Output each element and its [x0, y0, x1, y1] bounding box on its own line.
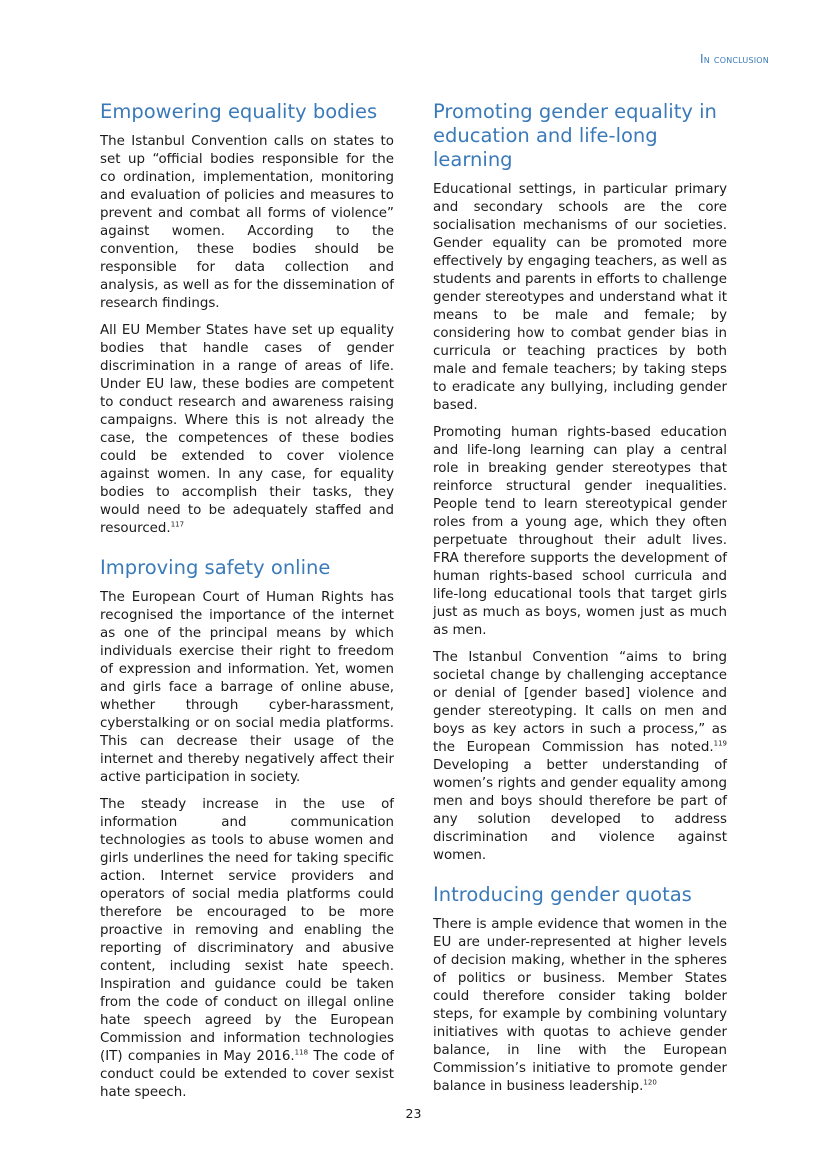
paragraph: Promoting human rights-based education and life-long learning can play a central role in breaking gender stereotypes that reinforce structural gender inequalities. People tend to learn stereotypical gender roles from a young age, which they often perpetuate throughout their adult lives. FRA therefore supports the development of human rights-based school curricula and life-long educational tools that target girls just as much as boys, women just as much as men. [433, 425, 727, 638]
paragraph: The Istanbul Convention “aims to bring societal change by challenging acceptance or denial of [gender based] violence and gender stereotyping. It calls on men and boys as key actors in such a process,” as the European Commission has noted.$^{119}$ Developing a better understanding of women’s rights and gender equality among men and boys should therefore be part of any solution developed to address discrimination and violence against women. [433, 650, 727, 863]
section-introducing-gender-quotas [433, 883, 727, 1096]
paragraph: There is ample evidence that women in the EU are under-represented at higher levels of decision making, whether in the spheres of politics or business. Member States could therefore consider taking bolder steps, for example by combining voluntary initiatives with quotas to achieve gender balance, in line with the European Commission’s initiative to promote gender balance in business leadership.$^{120}$ [433, 917, 727, 1094]
footnote-ref: 118 [294, 1048, 309, 1057]
paragraph: The Istanbul Convention calls on states to set up “official bodies responsible for the co ordination, implementation, monitoring and evaluation of policies and measures to prevent and combat all forms of violence” against women. According to the convention, these bodies should be responsible for data collection and analysis, as well as for the dissemination of research findings. [100, 134, 394, 311]
paragraph: All EU Member States have set up equality bodies that handle cases of gender discrimination in a range of areas of life. Under EU law, these bodies are competent to conduct research and awareness raising campaigns. Where this is not already the case, the competences of these bodies could be extended to cover violence against women. In any case, for equality bodies to accomplish their tasks, they would need to be adequately staffed and resourced.$^{117}$ [100, 323, 394, 536]
section-empowering-equality-bodies [100, 100, 394, 538]
section-heading: Introducing gender quotas [433, 883, 692, 906]
paragraph: Educational settings, in particular primary and secondary schools are the core socialisation mechanisms of our societies. Gender equality can be promoted more effectively by engaging teachers, as well as students and parents in efforts to challenge gender stereotypes and understand what it means to be male and female; by considering how to combat gender bias in curricula or teaching practices by both male and female teachers; by taking steps to eradicate any bullying, including gender based. [433, 182, 727, 413]
right-column [433, 100, 727, 1114]
page-number: 23 [405, 1106, 422, 1121]
section-promoting-gender-equality-education [433, 100, 727, 865]
running-header: In conclusion [699, 52, 769, 66]
footnote-ref: 117 [170, 520, 185, 529]
left-column [100, 100, 394, 1120]
paragraph: The steady increase in the use of information and communication technologies as tools to abuse women and girls underlines the need for taking specific action. Internet service providers and operators of social media platforms could therefore be encouraged to be more proactive in removing and enabling the reporting of discriminatory and abusive content, including sexist hate speech. Inspiration and guidance could be taken from the code of conduct on illegal online hate speech agreed by the European Commission and information technologies (IT) companies in May 2016.$^{118}$ The code of conduct could be extended to cover sexist hate speech. [100, 797, 395, 1100]
section-improving-safety-online [100, 556, 394, 1102]
footnote-ref: 119 [713, 739, 727, 748]
section-heading: Promoting gender equality in education and life-long learning [433, 100, 717, 171]
footnote-ref: 120 [643, 1078, 657, 1087]
section-heading: Improving safety online [100, 556, 331, 579]
section-heading: Empowering equality bodies [100, 100, 378, 123]
paragraph: The European Court of Human Rights has recognised the importance of the internet as one of the principal means by which individuals exercise their right to freedom of expression and information. Yet, women and girls face a barrage of online abuse, whether through cyber-harassment, cyberstalking or on social media platforms. This can decrease their usage of the internet and thereby negatively affect their active participation in society. [100, 590, 394, 785]
